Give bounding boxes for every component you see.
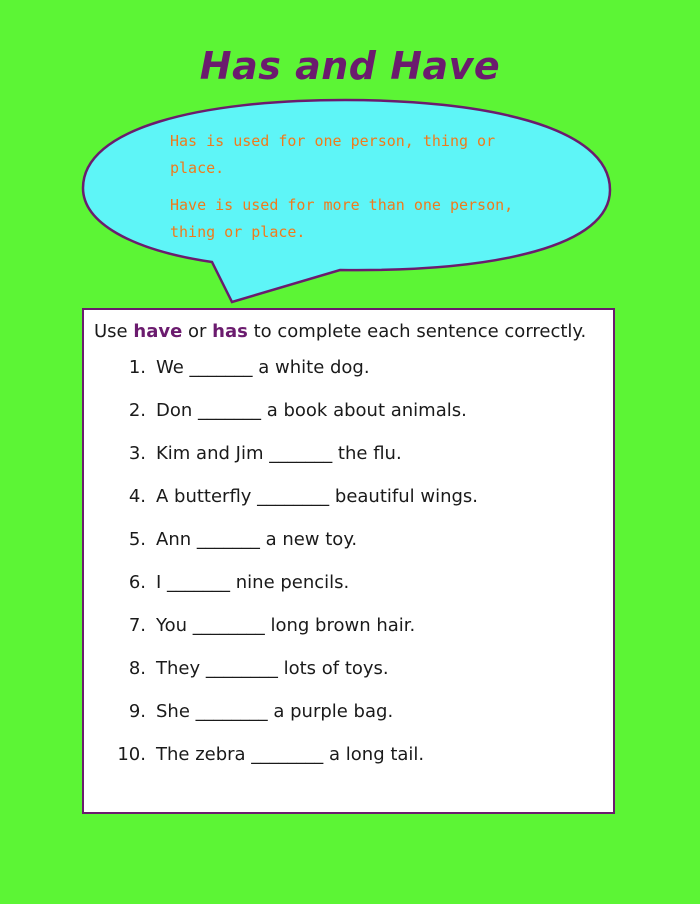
item-sentence: She ________ a purple bag. [156, 701, 394, 722]
item-number: 5. [128, 529, 146, 550]
item-number: 7. [128, 615, 146, 636]
list-item [94, 486, 603, 529]
item-sentence: We _______ a white dog. [156, 357, 370, 378]
item-sentence: You ________ long brown hair. [156, 615, 416, 636]
has-rule: Has is used for one person, thing or place. [170, 132, 496, 177]
instructions-prefix: Use [94, 321, 128, 342]
item-sentence: Ann _______ a new toy. [156, 529, 358, 550]
rules-text [170, 128, 540, 256]
item-sentence: I _______ nine pencils. [156, 572, 350, 593]
item-number: 4. [128, 486, 146, 507]
instructions-middle: or [188, 321, 207, 342]
item-sentence: Kim and Jim _______ the flu. [156, 443, 402, 464]
item-sentence: Don _______ a book about animals. [156, 400, 467, 421]
list-item [94, 701, 603, 744]
item-number: 3. [128, 443, 146, 464]
instructions [94, 316, 603, 347]
list-item [94, 615, 603, 658]
list-item [94, 443, 603, 486]
keyword-has: has [212, 321, 248, 342]
list-item [94, 572, 603, 615]
page-title: Has and Have [199, 44, 501, 88]
list-item [94, 529, 603, 572]
item-number: 1. [128, 357, 146, 378]
item-number: 9. [128, 701, 146, 722]
item-sentence: They ________ lots of toys. [156, 658, 389, 679]
have-rule: Have is used for more than one person, thing or place. [170, 196, 514, 241]
item-number: 2. [128, 400, 146, 421]
item-number: 10. [117, 744, 146, 765]
list-item [94, 658, 603, 701]
item-sentence: A butterfly ________ beautiful wings. [156, 486, 479, 507]
list-item [94, 357, 603, 400]
item-sentence: The zebra ________ a long tail. [156, 744, 425, 765]
item-number: 8. [128, 658, 146, 679]
instructions-suffix: to complete each sentence correctly. [253, 321, 587, 342]
keyword-have: have [133, 321, 183, 342]
list-item [94, 400, 603, 443]
exercise-box [82, 308, 615, 814]
list-item [94, 744, 603, 787]
item-number: 6. [128, 572, 146, 593]
